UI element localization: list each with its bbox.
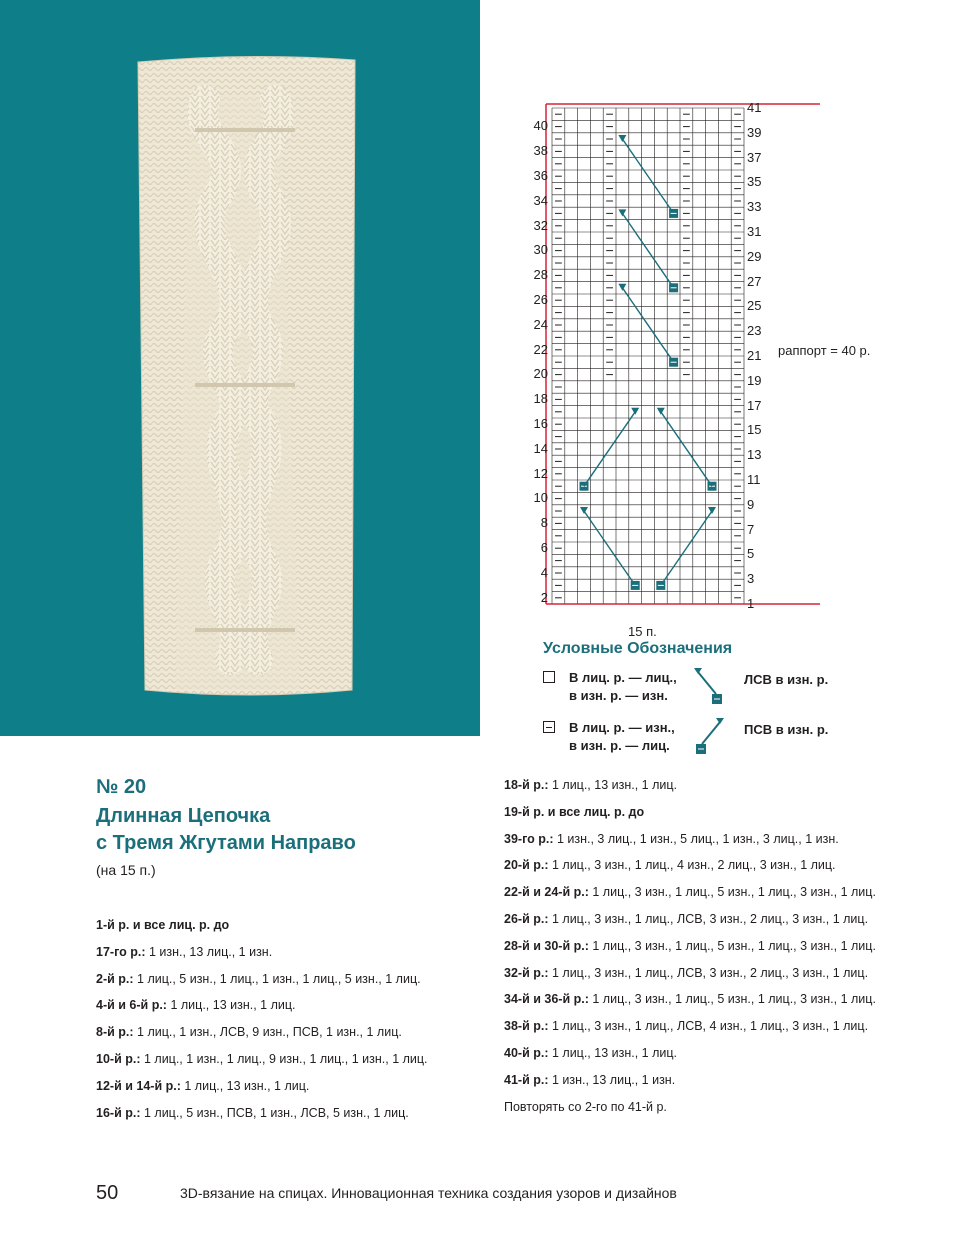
legend-pcv: ПСВ в изн. р. — [744, 722, 829, 737]
cable-start-marker — [618, 135, 626, 142]
repeat-label: раппорт = 40 р. — [778, 343, 871, 358]
row-number-left: 4 — [540, 564, 548, 580]
row-number-right: 7 — [747, 521, 755, 537]
instruction-row — [96, 1106, 409, 1120]
row-number-right: 19 — [747, 372, 762, 388]
instruction-row — [96, 998, 295, 1012]
row-number-right: 9 — [747, 496, 755, 512]
cable-line — [622, 288, 673, 362]
row-text: 1 лиц., 5 изн., 1 лиц., 1 изн., 1 лиц., 5 изн., 1 лиц. — [133, 971, 421, 986]
row-number-right: 17 — [747, 397, 762, 413]
row-number-left: 24 — [533, 316, 548, 332]
row-number-right: 29 — [747, 248, 762, 264]
row-number-right: 25 — [747, 298, 762, 314]
cable-start-marker — [580, 507, 588, 514]
row-label: 38-й р.: — [504, 1019, 549, 1034]
cable-line — [622, 213, 673, 287]
row-number-right: 35 — [747, 174, 762, 190]
row-number-right: 39 — [747, 124, 762, 140]
cable-line — [622, 139, 673, 213]
instruction-row — [96, 1052, 428, 1066]
cable-start-marker — [618, 209, 626, 216]
row-number-right: 11 — [747, 472, 761, 487]
instruction-row — [96, 918, 229, 932]
legend-purl-text — [569, 719, 675, 755]
row-number-right: 23 — [747, 323, 762, 339]
row-text: 1 изн., 3 лиц., 1 изн., 5 лиц., 1 изн., 3 лиц., 1 изн. — [553, 831, 839, 846]
row-text: 1 лиц., 3 изн., 1 лиц., ЛСВ, 3 изн., 2 лиц., 3 изн., 1 лиц. — [548, 965, 869, 980]
pattern-title-line2: с Тремя Жгутами Направо — [96, 832, 356, 854]
row-text: 1 лиц., 5 изн., ПСВ, 1 изн., ЛСВ, 5 изн., 1 лиц. — [140, 1105, 409, 1120]
row-text: 1 лиц., 13 изн., 1 лиц. — [548, 778, 677, 792]
row-number-right: 1 — [747, 596, 755, 611]
legend-knit-line2: в изн. р. — изн. — [569, 688, 668, 703]
instruction-row — [504, 939, 876, 953]
instruction-row — [504, 992, 876, 1006]
page-number: 50 — [96, 1182, 119, 1204]
row-text: 1 лиц., 1 изн., 1 лиц., 9 изн., 1 лиц., 1 изн., 1 лиц. — [140, 1052, 428, 1066]
row-number-right: 33 — [747, 199, 762, 215]
row-text: 1 лиц., 13 изн., 1 лиц. — [548, 1046, 677, 1060]
pattern-chart — [520, 100, 820, 640]
row-label: 39-го р.: — [504, 831, 554, 846]
instruction-row — [504, 1046, 677, 1060]
row-number-left: 12 — [533, 465, 548, 481]
cable-start-marker — [618, 284, 626, 291]
row-text: 1 изн., 13 лиц., 1 изн. — [145, 944, 273, 959]
row-number-left: 16 — [533, 416, 548, 431]
row-number-left: 38 — [533, 143, 548, 159]
row-text: 1 лиц., 3 изн., 1 лиц., 5 изн., 1 лиц., 3 изн., 1 лиц. — [588, 885, 876, 900]
row-number-left: 8 — [540, 515, 548, 531]
pattern-number: № 20 — [96, 776, 147, 798]
row-text: 1 лиц., 3 изн., 1 лиц., 4 изн., 2 лиц., 3 изн., 1 лиц. — [548, 858, 836, 873]
cable-line — [661, 412, 712, 486]
row-label: 20-й р.: — [504, 858, 549, 873]
row-text: 1 лиц., 13 изн., 1 лиц. — [166, 998, 296, 1013]
row-number-left: 22 — [533, 341, 548, 357]
row-number-left: 20 — [533, 366, 548, 382]
row-text: 1 лиц., 3 изн., 1 лиц., ЛСВ, 4 изн., 1 лиц., 3 изн., 1 лиц. — [548, 1019, 869, 1034]
row-number-right: 41 — [747, 100, 762, 115]
row-text: 1 изн., 13 лиц., 1 изн. — [548, 1072, 676, 1087]
row-number-right: 13 — [747, 447, 762, 463]
instruction-row — [504, 832, 839, 846]
instruction-row — [504, 1073, 675, 1087]
row-number-right: 15 — [747, 422, 762, 438]
legend-knit-text — [569, 669, 677, 705]
row-text: 1 лиц., 3 изн., 1 лиц., 5 изн., 1 лиц., 3 изн., 1 лиц. — [588, 992, 876, 1007]
row-number-right: 3 — [747, 571, 755, 587]
row-label: 26-й р.: — [504, 912, 549, 926]
instruction-row — [96, 972, 421, 986]
row-label: 40-й р.: — [504, 1046, 549, 1060]
row-number-right: 27 — [747, 273, 762, 289]
book-title: 3D-вязание на спицах. Инновационная техника создания узоров и дизайнов — [180, 1185, 677, 1201]
instruction-row — [96, 945, 272, 959]
instruction-row — [504, 858, 836, 872]
row-number-right: 31 — [747, 224, 762, 239]
row-number-right: 21 — [747, 348, 762, 363]
row-number-left: 2 — [540, 589, 548, 605]
right-cross-cable-icon — [692, 716, 726, 756]
instruction-row — [504, 805, 644, 819]
row-label: 34-й и 36-й р.: — [504, 992, 589, 1007]
row-label: 12-й и 14-й р.: — [96, 1078, 181, 1093]
row-label: 2-й р.: — [96, 971, 134, 986]
row-number-right: 37 — [747, 149, 762, 165]
legend-lcv: ЛСВ в изн. р. — [744, 672, 829, 687]
instruction-row — [504, 778, 677, 792]
row-text: 1 лиц., 1 изн., ЛСВ, 9 изн., ПСВ, 1 изн., 1 лиц. — [133, 1025, 402, 1040]
row-label: 28-й и 30-й р.: — [504, 938, 589, 953]
row-number-left: 40 — [533, 118, 548, 134]
row-number-left: 32 — [533, 217, 548, 233]
row-number-left: 18 — [533, 391, 548, 407]
row-text: 1 лиц., 3 изн., 1 лиц., 5 изн., 1 лиц., 3 изн., 1 лиц. — [588, 938, 876, 953]
legend-purl-line1: В лиц. р. — изн., — [569, 720, 675, 735]
row-number-left: 10 — [533, 490, 548, 506]
purl-symbol-icon — [543, 721, 555, 733]
instruction-row — [504, 912, 868, 926]
row-text: Повторять со 2-го по 41-й р. — [504, 1099, 667, 1114]
pattern-stitch-count: (на 15 п.) — [96, 862, 156, 878]
row-label: 19-й р. и все лиц. р. до — [504, 804, 645, 819]
row-label: 8-й р.: — [96, 1025, 134, 1040]
row-number-left: 6 — [540, 540, 548, 555]
pattern-title-line1: Длинная Цепочка — [96, 805, 271, 827]
row-text: 1 лиц., 3 изн., 1 лиц., ЛСВ, 3 изн., 2 лиц., 3 изн., 1 лиц. — [548, 912, 869, 926]
legend-purl-line2: в изн. р. — лиц. — [569, 738, 670, 753]
row-label: 22-й и 24-й р.: — [504, 885, 589, 900]
instruction-row — [504, 1019, 868, 1033]
row-label: 10-й р.: — [96, 1052, 141, 1066]
row-label: 41-й р.: — [504, 1072, 549, 1087]
instruction-row — [96, 1025, 402, 1039]
cable-start-marker — [631, 408, 639, 415]
instruction-row — [504, 1100, 667, 1114]
cable-line — [661, 511, 712, 585]
row-number-left: 26 — [533, 292, 548, 307]
row-number-left: 36 — [533, 168, 548, 183]
cable-start-marker — [708, 507, 716, 514]
cable-line — [584, 412, 635, 486]
knitted-swatch-image — [0, 0, 480, 736]
legend-title: Условные Обозначения — [543, 640, 733, 657]
row-label: 17-го р.: — [96, 944, 146, 959]
knit-symbol-icon — [543, 671, 555, 683]
left-cross-cable-icon — [692, 666, 726, 706]
instruction-row — [504, 885, 876, 899]
row-label: 1-й р. и все лиц. р. до — [96, 918, 230, 932]
instruction-row — [96, 1079, 309, 1093]
row-label: 4-й и 6-й р.: — [96, 998, 167, 1013]
swatch-photo — [0, 0, 480, 736]
row-label: 16-й р.: — [96, 1105, 141, 1120]
row-number-left: 30 — [533, 242, 548, 258]
row-label: 32-й р.: — [504, 965, 549, 980]
cable-line — [584, 511, 635, 585]
stitch-count-label: 15 п. — [628, 624, 657, 639]
row-text: 1 лиц., 13 изн., 1 лиц. — [180, 1078, 310, 1093]
row-number-left: 34 — [533, 192, 548, 208]
instruction-row — [504, 966, 868, 980]
row-label: 18-й р.: — [504, 778, 549, 792]
row-number-right: 5 — [747, 546, 755, 562]
row-number-left: 14 — [533, 440, 548, 456]
legend-knit-line1: В лиц. р. — лиц., — [569, 670, 677, 685]
cable-start-marker — [657, 408, 665, 415]
row-number-left: 28 — [533, 267, 548, 283]
